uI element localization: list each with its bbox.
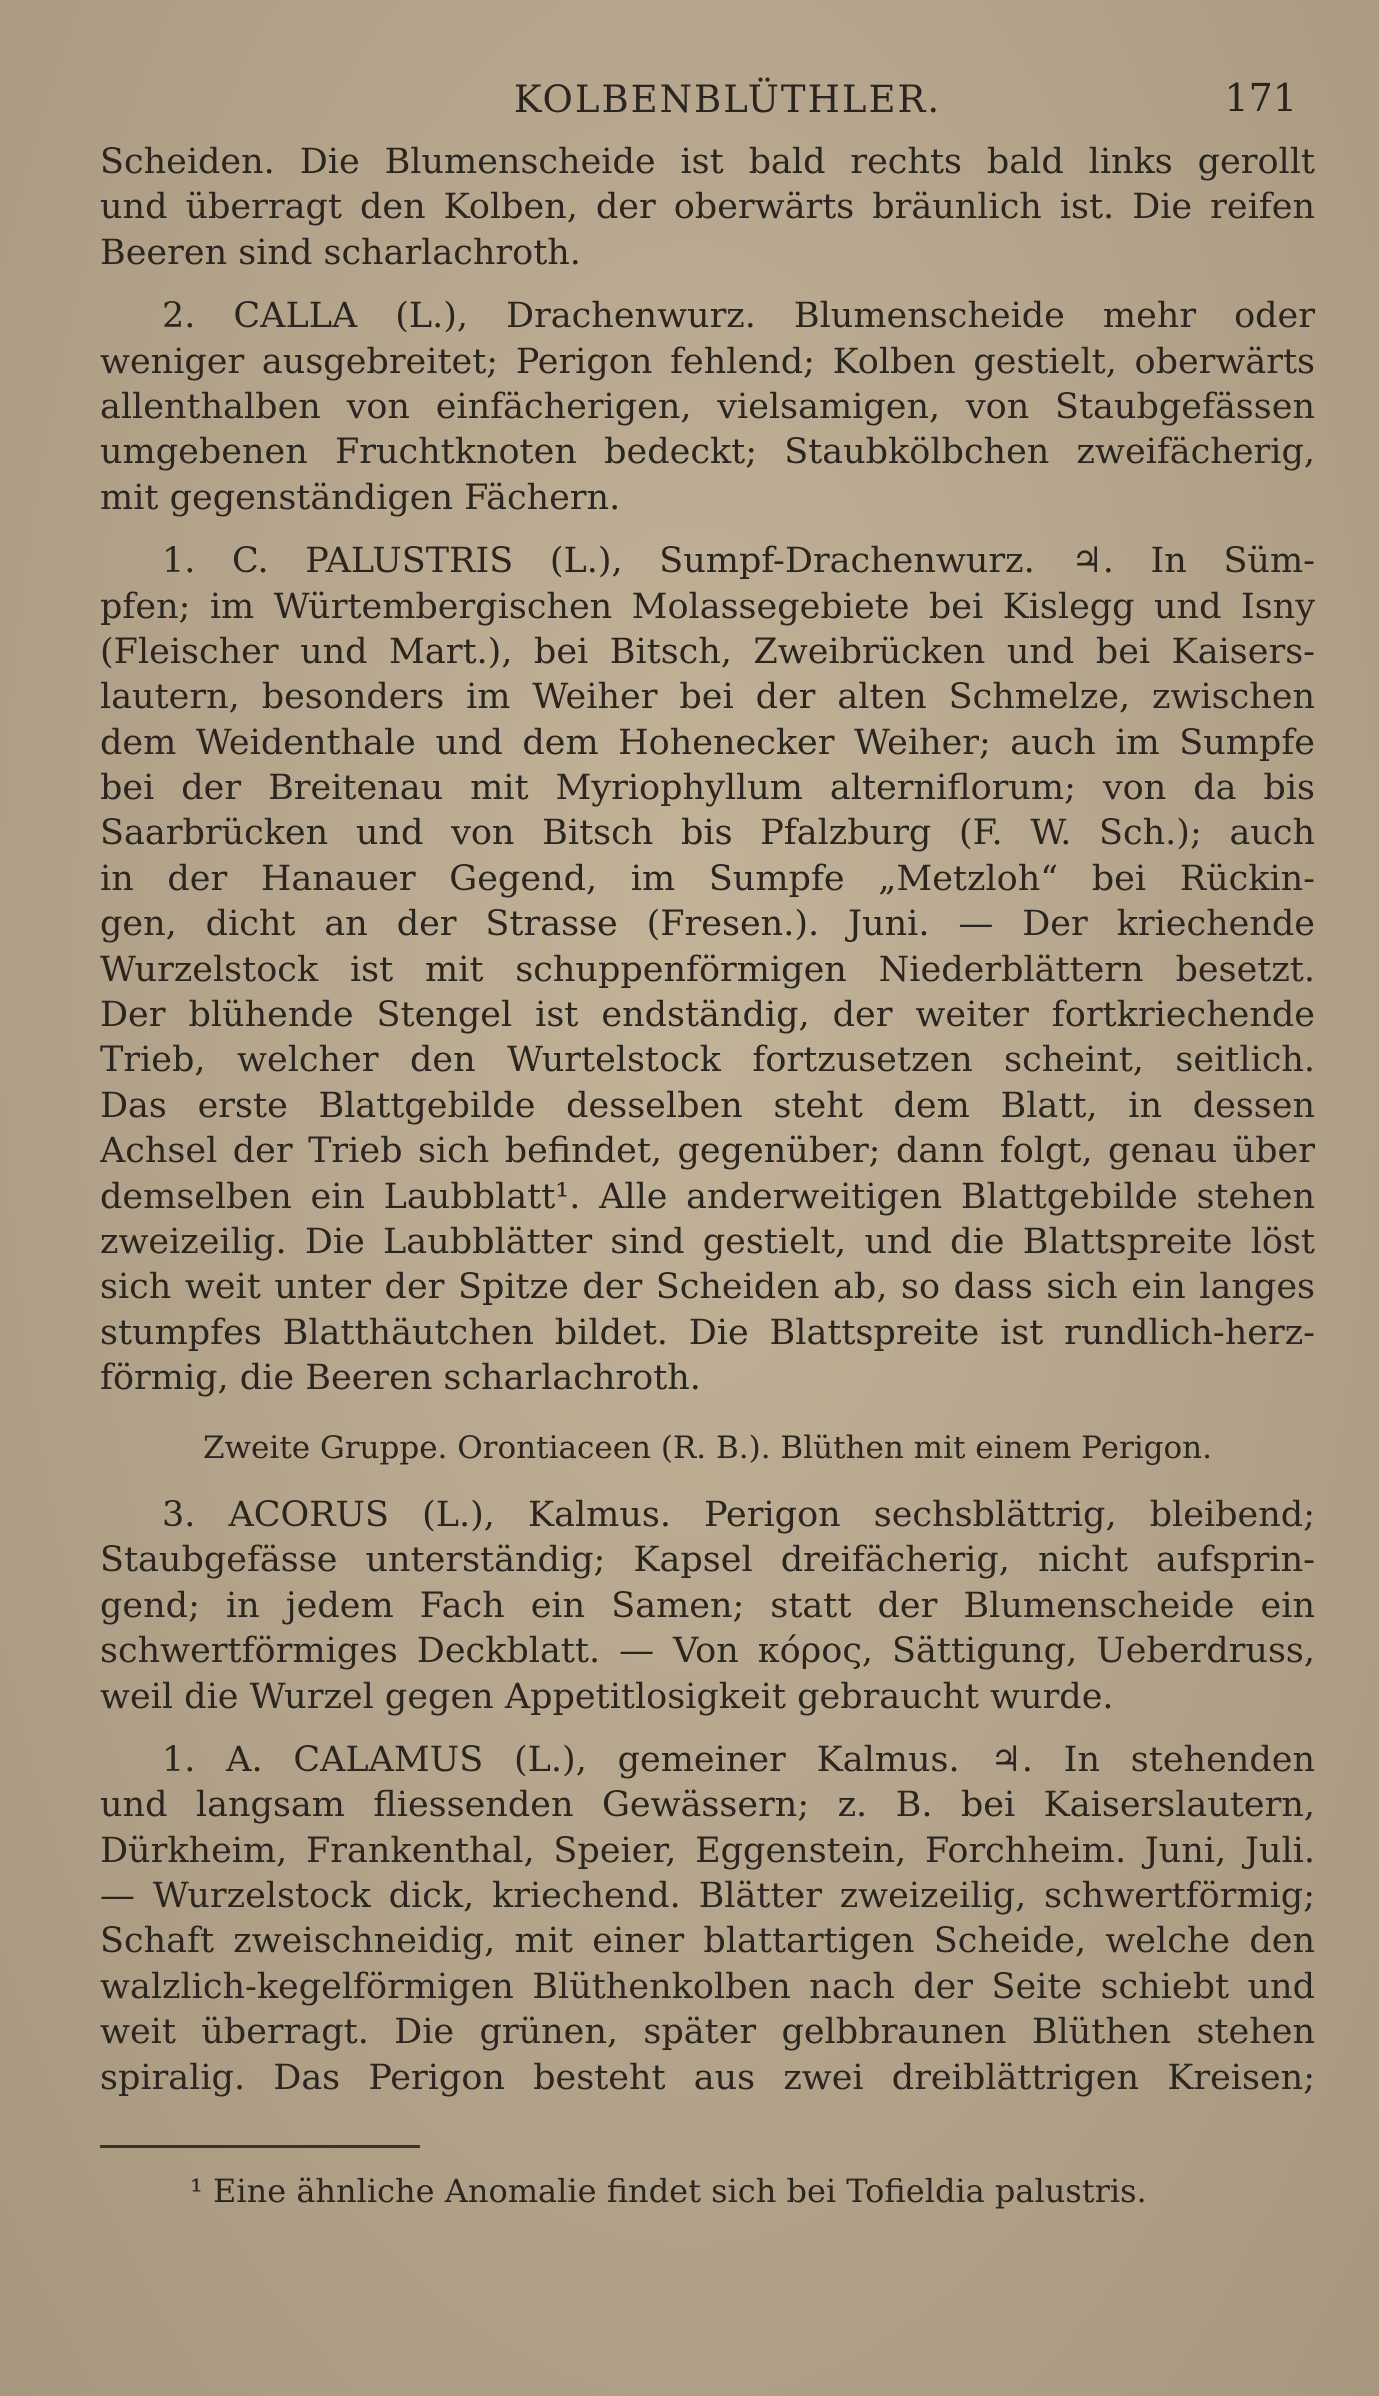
footnote: ¹ Eine ähnliche Anomalie findet sich bei Tofieldia palustris. (190, 2172, 1147, 2211)
text-line: Trieb, welcher den Wurtelstock fortzusetzen scheint, seitlich. (100, 1040, 1315, 1081)
text-line: Achsel der Trieb sich befindet, gegenüber; dann folgt, genau über (100, 1131, 1315, 1172)
text-line: schwertförmiges Deckblatt. — Von κόρος, Sättigung, Ueberdruss, (100, 1631, 1315, 1672)
page-number: 171 (1224, 76, 1297, 120)
species-heading-calla-palustris: 1. C. PALUSTRIS (L.), Sumpf-Drachenwurz. ♃. In Süm- (162, 541, 1315, 582)
genus-heading-calla: 2. CALLA (L.), Drachenwurz. Blumenscheide mehr oder (162, 296, 1315, 337)
text-line: Dürkheim, Frankenthal, Speier, Eggenstein, Forchheim. Juni, Juli. (100, 1830, 1315, 1871)
text-line: spiralig. Das Perigon besteht aus zwei dreiblättrigen Kreisen; (100, 2057, 1315, 2098)
text-line: mit gegenständigen Fächern. (100, 477, 621, 518)
text-line: in der Hanauer Gegend, im Sumpfe „Metzloh“ bei Rückin- (100, 858, 1315, 899)
text-line: förmig, die Beeren scharlachroth. (100, 1358, 701, 1399)
text-line: Saarbrücken und von Bitsch bis Pfalzburg (F. W. Sch.); auch (100, 813, 1315, 854)
genus-heading-acorus: 3. ACORUS (L.), Kalmus. Perigon sechsblättrig, bleibend; (162, 1494, 1315, 1535)
text-line: Staubgefässe unterständig; Kapsel dreifächerig, nicht aufsprin- (100, 1540, 1315, 1581)
footnote-rule (100, 2145, 420, 2148)
text-line: weit überragt. Die grünen, später gelbbraunen Blüthen stehen (100, 2012, 1315, 2053)
running-title: KOLBENBLÜTHLER. (513, 78, 942, 121)
text-line: und langsam fliessenden Gewässern; z. B. bei Kaiserslautern, (100, 1785, 1315, 1826)
text-line: — Wurzelstock dick, kriechend. Blätter zweizeilig, schwertförmig; (100, 1876, 1315, 1917)
text-line: weniger ausgebreitet; Perigon fehlend; Kolben gestielt, oberwärts (100, 341, 1315, 382)
text-line: Beeren sind scharlachroth. (100, 232, 581, 273)
text-line: stumpfes Blatthäutchen bildet. Die Blattspreite ist rundlich-herz- (100, 1312, 1315, 1353)
text-line: (Fleischer und Mart.), bei Bitsch, Zweibrücken und bei Kaisers- (100, 631, 1315, 672)
text-line: weil die Wurzel gegen Appetitlosigkeit gebraucht wurde. (100, 1676, 1114, 1717)
text-line: bei der Breitenau mit Myriophyllum alterniflorum; von da bis (100, 768, 1315, 809)
text-line: walzlich-kegelförmigen Blüthenkolben nach der Seite schiebt und (100, 1966, 1315, 2007)
text-line: Wurzelstock ist mit schuppenförmigen Niederblättern besetzt. (100, 949, 1315, 990)
text-line: allenthalben von einfächerigen, vielsamigen, von Staubgefässen (100, 386, 1315, 427)
text-line: Scheiden. Die Blumenscheide ist bald rechts bald links gerollt (100, 142, 1315, 182)
text-body (100, 140, 1315, 2101)
text-line: dem Weidenthale und dem Hohenecker Weiher; auch im Sumpfe (100, 722, 1315, 763)
text-line: Der blühende Stengel ist endständig, der weiter fortkriechende (100, 995, 1315, 1036)
species-heading-acorus-calamus: 1. A. CALAMUS (L.), gemeiner Kalmus. ♃. In stehenden (162, 1739, 1315, 1780)
text-line: demselben ein Laubblatt¹. Alle anderweitigen Blattgebilde stehen (100, 1176, 1315, 1217)
text-line: gend; in jedem Fach ein Samen; statt der Blumenscheide ein (100, 1585, 1315, 1626)
text-line: Schaft zweischneidig, mit einer blattartigen Scheide, welche den (100, 1921, 1315, 1962)
text-line: pfen; im Würtembergischen Molassegebiete bei Kislegg und Isny (100, 586, 1315, 627)
page-header (100, 70, 1315, 140)
text-line: zweizeilig. Die Laubblätter sind gestielt, und die Blattspreite löst (100, 1221, 1315, 1262)
text-line: gen, dicht an der Strasse (Fresen.). Juni. — Der kriechende (100, 904, 1315, 945)
text-line: lautern, besonders im Weiher bei der alten Schmelze, zwischen (100, 677, 1315, 718)
text-line: Das erste Blattgebilde desselben steht dem Blatt, in dessen (100, 1085, 1315, 1126)
page (100, 70, 1315, 2212)
text-line: sich weit unter der Spitze der Scheiden ab, so dass sich ein langes (100, 1267, 1315, 1308)
text-line: umgebenen Fruchtknoten bedeckt; Staubkölbchen zweifächerig, (100, 432, 1315, 473)
group-heading-orontiaceen: Zweite Gruppe. Orontiaceen (R. B.). Blüthen mit einem Perigon. (202, 1429, 1212, 1466)
text-line: und überragt den Kolben, der oberwärts bräunlich ist. Die reifen (100, 187, 1315, 228)
